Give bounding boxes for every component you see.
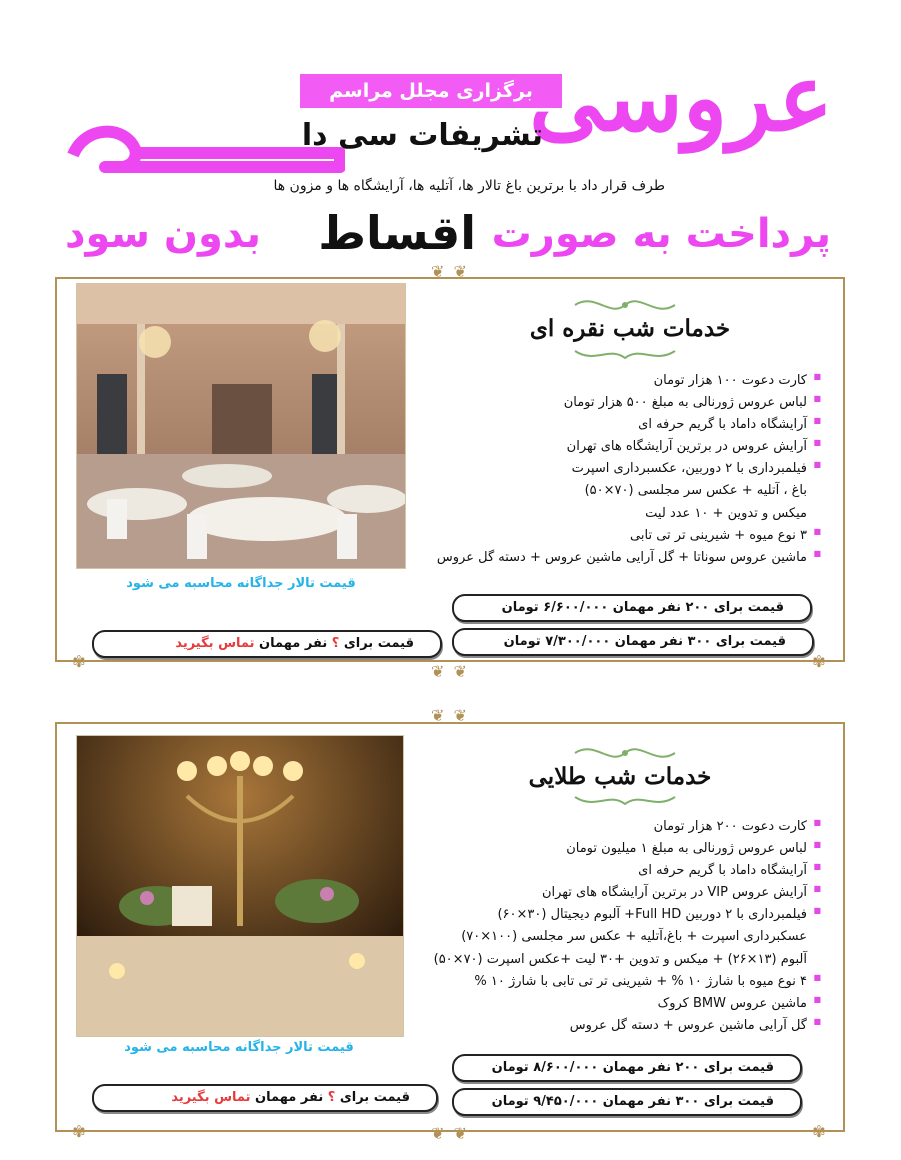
gold-title: خدمات شب طلایی [528,763,712,790]
ornament-top-icon: ❦ ❦ [431,262,469,281]
slogan-part-3: بدون سود [65,211,261,257]
gold-guest-inquiry [92,1084,438,1112]
guest-prefix: قیمت برای [343,636,414,651]
silver-items [421,370,821,569]
call-us-link[interactable]: تماس بگیرید [171,1090,251,1105]
call-us-link[interactable]: تماس بگیرید [175,636,255,651]
list-item: ■ آرایش عروس در برترین آرایشگاه های تهران [421,436,821,458]
list-item: عسکبرداری اسپرت + باغ،آتلیه + عکس سر مجلسی (۱۰۰×۷۰) [461,929,807,945]
guest-question: ؟ [331,636,340,651]
guest-question: ؟ [327,1090,336,1105]
event-tag: برگزاری مجلل مراسم [300,74,562,108]
ornament-corner-icon: ✾ [812,652,828,671]
ornament-top-icon: ❦ ❦ [431,706,469,725]
tagline: طرف قرار داد با برترین باغ تالار ها، آتلیه ها، آرایشگاه ها و مزون ها [273,178,665,194]
list-item: ■ لباس عروس ژورنالی به مبلغ ۵۰۰ هزار تومان [421,392,821,414]
ornament-corner-icon: ✾ [812,1122,828,1141]
list-item: ■ کارت دعوت ۱۰۰ هزار تومان [421,370,821,392]
flourish-icon [570,792,680,816]
list-item: میکس و تدوین + ۱۰ عدد لیت [645,505,807,521]
slogan [0,206,901,270]
main-title: عروسی [529,44,833,152]
list-item: ■ آرایش عروس VIP در برترین آرایشگاه های تهران [421,882,821,904]
silver-price-200: قیمت برای ۲۰۰ نفر مهمان ۶/۶۰۰/۰۰۰ تومان [452,594,812,622]
gold-items [421,816,821,1037]
silver-guest-inquiry [92,630,442,658]
brand-name: تشریفات سی دا [301,118,543,153]
ornament-bottom-icon: ❦ ❦ [431,1124,469,1143]
guest-prefix: قیمت برای [339,1090,410,1105]
gold-table-photo [76,735,404,1037]
slogan-part-1: پرداخت به صورت [491,211,831,257]
flourish-icon [570,346,680,370]
list-item: ■ فیلمبرداری با ۲ دوربین، عکسبرداری اسپرت [421,458,821,480]
silver-hall-photo [76,283,406,569]
list-item: ■ فیلمبرداری با ۲ دوربین Full HD+ آلبوم دیجیتال (۳۰×۶۰) [421,904,821,926]
list-item: ■ لباس عروس ژورنالی به مبلغ ۱ میلیون تومان [421,838,821,860]
list-item: ■ کارت دعوت ۲۰۰ هزار تومان [421,816,821,838]
ornament-corner-icon: ✾ [72,1122,88,1141]
list-item: ■ ۴ نوع میوه با شارژ ۱۰ % + شیرینی تر تی تابی با شارژ ۱۰ % [421,971,821,993]
silver-price-300: قیمت برای ۳۰۰ نفر مهمان ۷/۳۰۰/۰۰۰ تومان [452,628,814,656]
ornament-corner-icon: ✾ [72,652,88,671]
guest-mid: نفر مهمان [255,1090,324,1105]
list-item: ■ ماشین عروس BMW کروک [421,993,821,1015]
slogan-part-2: اقساط [318,206,476,260]
gold-price-200: قیمت برای ۲۰۰ نفر مهمان ۸/۶۰۰/۰۰۰ تومان [452,1054,802,1082]
guest-mid: نفر مهمان [259,636,328,651]
ornament-bottom-icon: ❦ ❦ [431,662,469,681]
list-item: آلبوم (۱۳×۲۶) + میکس و تدوین +۳۰ لیت +عکس اسپرت (۷۰×۵۰) [433,951,807,967]
gold-price-300: قیمت برای ۳۰۰ نفر مهمان ۹/۴۵۰/۰۰۰ تومان [452,1088,802,1116]
list-item: ■ ماشین عروس سوناتا + گل آرایی ماشین عروس + دسته گل عروس [421,547,821,569]
list-item: باغ ، آتلیه + عکس سر مجلسی (۷۰×۵۰) [584,483,807,499]
list-item: ■ گل آرایی ماشین عروس + دسته گل عروس [421,1015,821,1037]
list-item: ■ آرایشگاه داماد با گریم حرفه ای [421,414,821,436]
silver-hall-note: قیمت تالار جداگانه محاسبه می شود [126,576,356,591]
list-item: ■ آرایشگاه داماد با گریم حرفه ای [421,860,821,882]
gold-hall-note: قیمت تالار جداگانه محاسبه می شود [124,1040,354,1055]
silver-title: خدمات شب نقره ای [529,315,731,342]
list-item: ■ ۳ نوع میوه + شیرینی تر تی تابی [421,525,821,547]
